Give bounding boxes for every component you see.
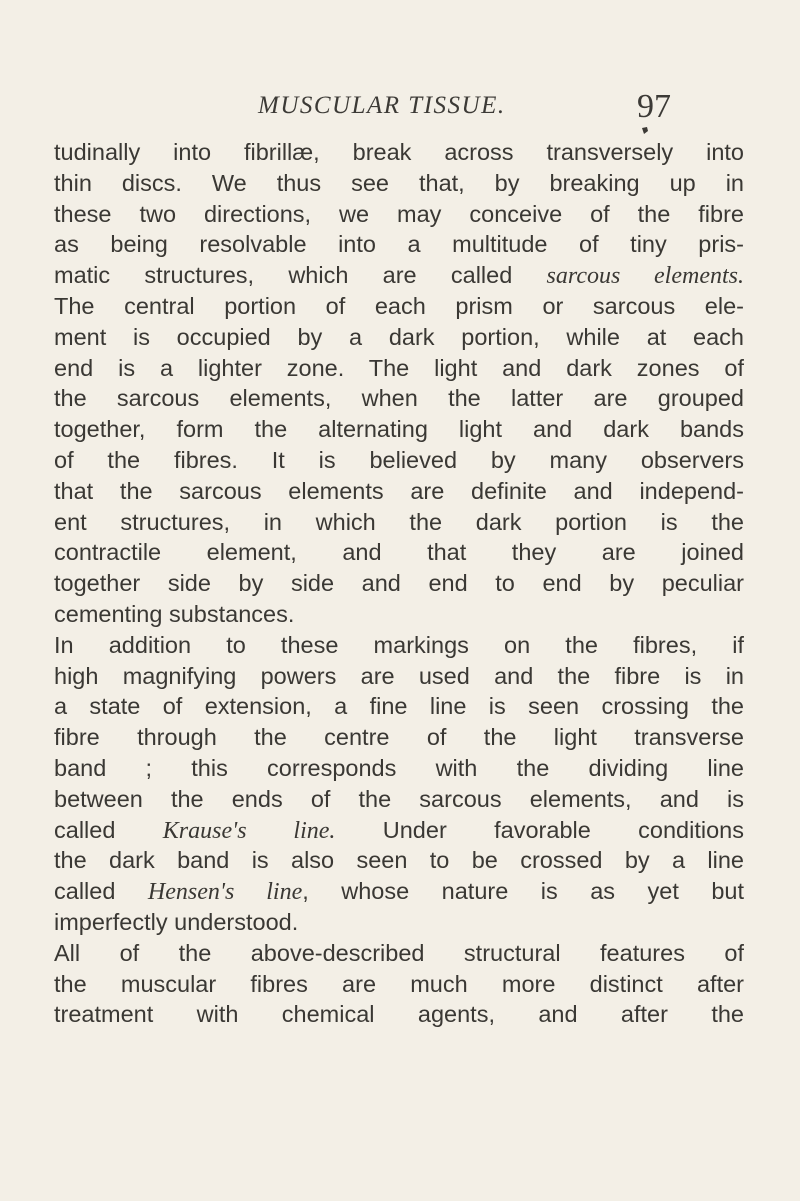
text-run: a state of extension, a fine line is seen crossing the: [54, 693, 744, 720]
text-run: Under favorable conditions: [335, 816, 744, 843]
text-run: tudinally into fibrillæ, break across transversely into: [54, 139, 744, 165]
text-run: fibre through the centre of the light transverse: [54, 724, 744, 751]
text-line: [54, 753, 744, 784]
text-line: [54, 661, 744, 692]
text-run: ment is occupied by a dark portion, while at each: [54, 323, 744, 350]
text-run: of the fibres. It is believed by many observers: [54, 446, 744, 473]
page-number: 97: [637, 88, 671, 125]
text-run: cementing substances.: [54, 600, 295, 627]
text-run: end is a lighter zone. The light and dark zones of: [54, 354, 744, 381]
text-line: [54, 383, 744, 414]
text-line: [54, 199, 744, 230]
paragraph-first-line: [54, 938, 744, 969]
italic-term: Krause's line.: [162, 817, 336, 844]
text-run: together side by side and end to end by peculiar: [54, 570, 744, 597]
text-line: [54, 137, 744, 168]
text-run: All of the above-described structural features of: [54, 939, 744, 966]
text-run: the muscular fibres are much more distinct after: [54, 970, 744, 997]
text-line: [54, 537, 744, 568]
text-run: the dark band is also seen to be crossed by a line: [54, 847, 744, 874]
text-line: [54, 507, 744, 538]
text-line: [54, 722, 744, 753]
text-line: [54, 969, 744, 1000]
text-run: called: [54, 878, 148, 905]
running-head: [0, 88, 800, 132]
text-line: [54, 353, 744, 384]
text-run: called: [54, 816, 163, 843]
text-line: [54, 322, 744, 353]
text-run: between the ends of the sarcous elements, and is: [54, 785, 744, 812]
text-run: thin discs. We thus see that, by breaking up in: [54, 169, 744, 196]
italic-term: Hensen's line: [147, 879, 303, 906]
text-line: [54, 691, 744, 722]
text-line: [54, 815, 744, 846]
text-run: The central portion of each prism or sarcous ele-: [54, 292, 744, 319]
text-line: [54, 599, 744, 630]
text-run: high magnifying powers are used and the fibre is in: [54, 662, 744, 689]
text-run: the sarcous elements, when the latter are grouped: [54, 385, 744, 412]
text-line: [54, 476, 744, 507]
running-title: MUSCULAR TISSUE.: [258, 92, 506, 119]
text-line: [54, 414, 744, 445]
text-run: band ; this corresponds with the dividing line: [54, 754, 744, 781]
text-line: [54, 999, 744, 1030]
text-run: imperfectly understood.: [54, 908, 299, 935]
text-run: treatment with chemical agents, and after the: [54, 1001, 744, 1028]
text-line: [54, 907, 744, 938]
italic-term: sarcous elements.: [546, 263, 744, 290]
text-run: as being resolvable into a multitude of tiny pris-: [54, 231, 744, 258]
paragraph-first-line: [54, 630, 744, 661]
text-run: these two directions, we may conceive of the fibre: [54, 200, 744, 227]
text-line: [54, 876, 744, 907]
ink-mark-icon: [641, 126, 649, 135]
text-line: [54, 445, 744, 476]
body-text: [54, 137, 744, 1030]
text-line: [54, 845, 744, 876]
text-line: [54, 168, 744, 199]
text-line: [54, 260, 744, 291]
text-run: that the sarcous elements are definite and independ-: [54, 477, 744, 504]
text-line: [54, 229, 744, 260]
text-run: together, form the alternating light and dark bands: [54, 416, 744, 443]
text-run: ent structures, in which the dark portion is the: [54, 508, 744, 535]
text-line: [54, 784, 744, 815]
text-run: In addition to these markings on the fibres, if: [54, 631, 744, 658]
text-run: , whose nature is as yet but: [302, 878, 744, 905]
text-line: [54, 568, 744, 599]
text-run: matic structures, which are called: [54, 262, 547, 289]
text-run: contractile element, and that they are joined: [54, 539, 744, 566]
text-line: [54, 291, 744, 322]
